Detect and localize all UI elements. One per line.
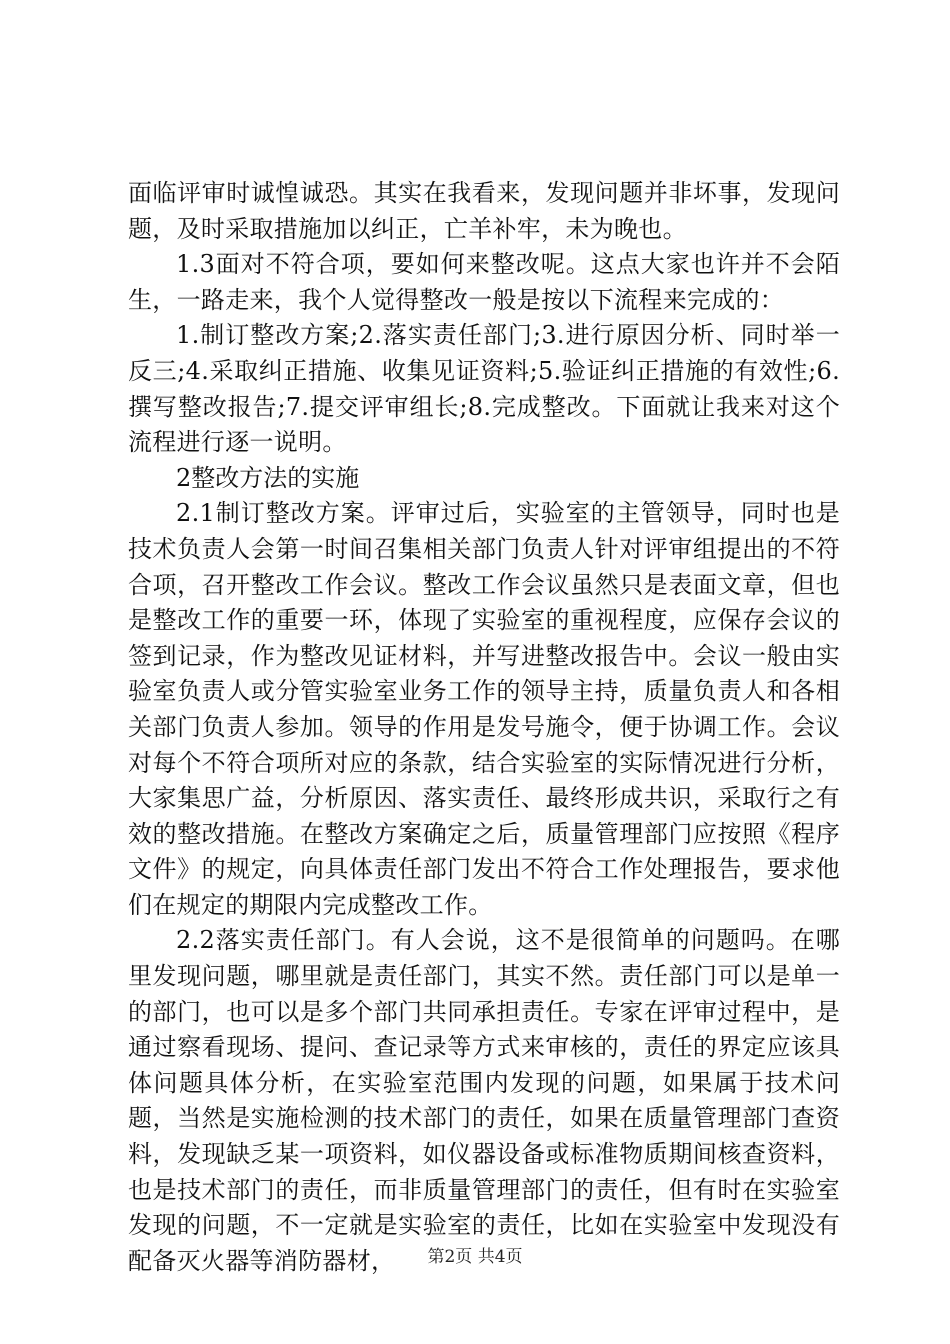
paragraph-continuation: 面临评审时诚惶诚恐。其实在我看来，发现问题并非坏事，发现问题，及时采取措施加以纠正，亡羊补牢，未为晚也。 bbox=[128, 179, 840, 243]
paragraph-1-3: 1.3面对不符合项，要如何来整改呢。这点大家也许并不会陌生，一路走来，我个人觉得整改一般是按以下流程来完成的： bbox=[128, 250, 840, 314]
document-body bbox=[128, 176, 840, 1279]
section-heading-2: 2整改方法的实施 bbox=[176, 463, 360, 492]
paragraph-2-2: 2.2落实责任部门。有人会说，这不是很简单的问题吗。在哪里发现问题，哪里就是责任部门，其实不然。责任部门可以是单一的部门，也可以是多个部门共同承担责任。专家在评审过程中，是通过察看现场、提问、查记录等方式来审核的，责任的界定应该具体问题具体分析，在实验室范围内发现的问题，如果属于技术问题，当然是实施检测的技术部门的责任，如果在质量管理部门查资料，发现缺乏某一项资料，如仪器设备或标准物质期间核查资料，也是技术部门的责任，而非质量管理部门的责任，但有时在实验室发现的问题，不一定就是实验室的责任，比如在实验室中发现没有配备灭火器等消防器材， bbox=[128, 926, 840, 1275]
paragraph-process-steps: 1.制订整改方案;2.落实责任部门;3.进行原因分析、同时举一反三;4.采取纠正措施、收集见证资料;5.验证纠正措施的有效性;6.撰写整改报告;7.提交评审组长;8.完成整改。下面就让我来对这个流程进行逐一说明。 bbox=[128, 321, 840, 457]
paragraph-2-1: 2.1制订整改方案。评审过后，实验室的主管领导，同时也是技术负责人会第一时间召集相关部门负责人针对评审组提出的不符合项，召开整改工作会议。整改工作会议虽然只是表面文章，但也是整改工作的重要一环，体现了实验室的重视程度，应保存会议的签到记录，作为整改见证材料，并写进整改报告中。会议一般由实验室负责人或分管实验室业务工作的领导主持，质量负责人和各相关部门负责人参加。领导的作用是发号施令，便于协调工作。会议对每个不符合项所对应的条款，结合实验室的实际情况进行分析，大家集思广益，分析原因、落实责任、最终形成共识，采取行之有效的整改措施。在整改方案确定之后，质量管理部门应按照《程序文件》的规定，向具体责任部门发出不符合工作处理报告，要求他们在规定的期限内完成整改工作。 bbox=[128, 499, 840, 919]
page-footer: 第2页 共4页 bbox=[427, 1247, 523, 1267]
